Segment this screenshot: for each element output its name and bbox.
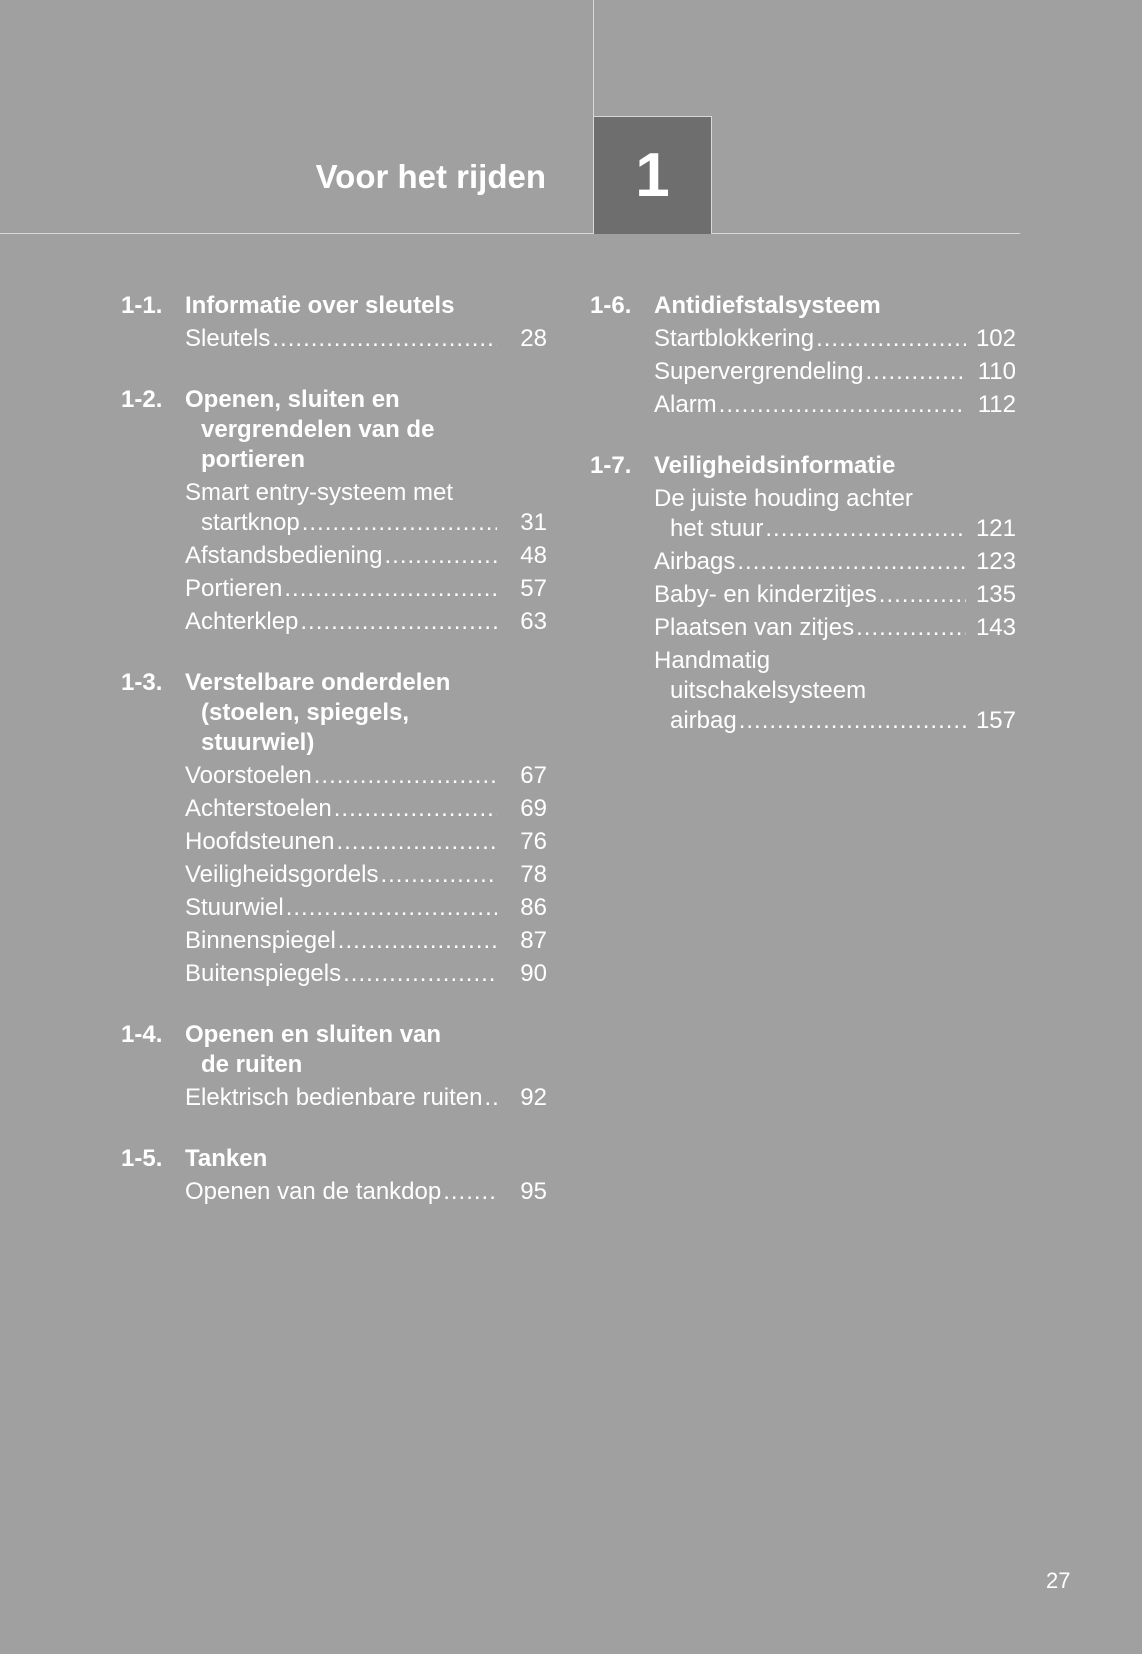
entry-label: startknop <box>201 509 300 536</box>
toc-entry[interactable] <box>185 893 547 923</box>
toc-entry[interactable] <box>185 959 547 989</box>
entry-row <box>185 860 547 890</box>
section-title-line: Antidiefstalsysteem <box>654 292 881 319</box>
entry-page-number: 112 <box>977 391 1016 418</box>
entry-page-number: 110 <box>977 358 1016 385</box>
entry-row <box>654 706 1016 736</box>
entry-page-number: 95 <box>520 1178 547 1205</box>
entry-row <box>654 324 1016 354</box>
toc-column-left <box>121 291 547 1238</box>
entry-page-number: 57 <box>520 575 547 602</box>
entry-row <box>185 959 547 989</box>
toc-section <box>121 1020 547 1113</box>
entry-page-number: 92 <box>520 1084 547 1111</box>
entry-label: Supervergrendeling <box>654 358 864 385</box>
toc-section <box>590 291 1016 420</box>
entry-page-number: 48 <box>520 542 547 569</box>
toc-entry[interactable] <box>654 646 1016 736</box>
toc-entry[interactable] <box>185 761 547 791</box>
entry-label: Buitenspiegels <box>185 960 342 987</box>
entry-row <box>654 514 1016 544</box>
chapter-number-tab <box>593 116 712 234</box>
entry-row <box>185 1177 547 1207</box>
entry-row <box>185 508 547 538</box>
toc-entry[interactable] <box>185 574 547 604</box>
section-heading <box>590 451 1016 481</box>
toc-entry[interactable] <box>185 1177 547 1207</box>
toc-entry[interactable] <box>185 478 547 538</box>
dot-leader <box>737 547 966 577</box>
entry-row <box>654 357 1016 387</box>
toc-entry[interactable] <box>185 607 547 637</box>
section-title-line: Openen en sluiten van <box>185 1021 442 1048</box>
section-title-line: Verstelbare onderdelen <box>185 669 451 696</box>
entry-label: Stuurwiel <box>185 894 284 921</box>
entry-row <box>185 541 547 571</box>
toc-entry[interactable] <box>654 547 1016 577</box>
entry-page-number: 63 <box>520 608 547 635</box>
dot-leader <box>300 607 497 637</box>
entry-label-line: De juiste houding achter <box>654 485 913 512</box>
entry-page-number: 86 <box>520 894 547 921</box>
entry-page-number: 121 <box>975 515 1016 542</box>
entry-page-number: 69 <box>520 795 547 822</box>
entry-page-number: 135 <box>975 581 1016 608</box>
toc-entry[interactable] <box>654 613 1016 643</box>
dot-leader <box>336 827 497 857</box>
entry-page-number: 123 <box>975 548 1016 575</box>
top-vertical-rule <box>593 0 594 116</box>
section-title-line: de ruiten <box>201 1051 303 1078</box>
toc-section <box>121 385 547 637</box>
dot-leader <box>338 926 497 956</box>
entry-page-number: 67 <box>520 762 547 789</box>
entry-label: Plaatsen van zitjes <box>654 614 855 641</box>
entry-page-number: 28 <box>520 325 547 352</box>
entry-label: Achterstoelen <box>185 795 332 822</box>
toc-entry[interactable] <box>654 357 1016 387</box>
entry-row <box>654 613 1016 643</box>
section-title-line: stuurwiel) <box>201 729 315 756</box>
section-title <box>185 1020 547 1080</box>
entry-label: Veiligheidsgordels <box>185 861 379 888</box>
toc-entry[interactable] <box>185 794 547 824</box>
toc-section <box>121 1144 547 1207</box>
section-title <box>654 451 1016 481</box>
toc-entry[interactable] <box>185 324 547 354</box>
entry-row <box>185 926 547 956</box>
dot-leader <box>816 324 966 354</box>
entry-label: Baby- en kinderzitjes <box>654 581 877 608</box>
section-title-line: Tanken <box>185 1145 268 1172</box>
section-title <box>185 1144 547 1174</box>
entry-label: Achterklep <box>185 608 299 635</box>
toc-entry[interactable] <box>654 580 1016 610</box>
entry-label: Alarm <box>654 391 717 418</box>
toc-section <box>121 291 547 354</box>
section-number: 1-6. <box>590 292 632 319</box>
dot-leader <box>380 860 497 890</box>
toc-entry[interactable] <box>185 860 547 890</box>
section-title-line: Informatie over sleutels <box>185 292 455 319</box>
toc-section <box>590 451 1016 736</box>
entry-row <box>185 574 547 604</box>
dot-leader <box>314 761 497 791</box>
dot-leader <box>719 390 966 420</box>
toc-entry[interactable] <box>185 541 547 571</box>
entry-label: Startblokkering <box>654 325 815 352</box>
entry-page-number: 102 <box>975 325 1016 352</box>
section-number: 1-7. <box>590 452 632 479</box>
dot-leader <box>879 580 966 610</box>
section-title-line: vergrendelen van de <box>201 416 435 443</box>
section-heading <box>121 291 547 321</box>
section-number: 1-4. <box>121 1021 163 1048</box>
toc-entry[interactable] <box>185 827 547 857</box>
entry-label: Hoofdsteunen <box>185 828 335 855</box>
entry-row <box>185 1083 547 1113</box>
chapter-title: Voor het rijden <box>315 158 546 195</box>
toc-entry[interactable] <box>185 926 547 956</box>
entry-row <box>185 607 547 637</box>
entry-label: Airbags <box>654 548 736 575</box>
section-title <box>185 291 547 321</box>
entry-label-line: Smart entry-systeem met <box>185 479 454 506</box>
entry-page-number: 90 <box>520 960 547 987</box>
section-heading <box>121 1144 547 1174</box>
entry-label: airbag <box>670 707 737 734</box>
section-title <box>654 291 1016 321</box>
dot-leader <box>343 959 497 989</box>
section-number: 1-3. <box>121 669 163 696</box>
section-title <box>185 668 547 758</box>
section-title-line: portieren <box>201 446 306 473</box>
entry-row <box>654 547 1016 577</box>
header-rule <box>0 233 1020 234</box>
dot-leader <box>739 706 966 736</box>
entry-row <box>185 893 547 923</box>
dot-leader <box>284 574 497 604</box>
toc-entry[interactable] <box>185 1083 547 1113</box>
dot-leader <box>765 514 966 544</box>
section-title <box>185 385 547 475</box>
section-number: 1-5. <box>121 1145 163 1172</box>
entry-row <box>185 794 547 824</box>
entry-row <box>654 390 1016 420</box>
dot-leader <box>856 613 966 643</box>
section-heading <box>121 1020 547 1080</box>
entry-label: Afstandsbediening <box>185 542 383 569</box>
toc-section <box>121 668 547 989</box>
toc-entry[interactable] <box>654 390 1016 420</box>
entry-row <box>185 324 547 354</box>
dot-leader <box>865 357 966 387</box>
entry-label: Portieren <box>185 575 283 602</box>
entry-page-number: 87 <box>520 927 547 954</box>
entry-page-number: 157 <box>975 707 1016 734</box>
entry-label: Voorstoelen <box>185 762 312 789</box>
dot-leader <box>272 324 497 354</box>
entry-label-line: Handmatig <box>654 647 771 674</box>
entry-page-number: 143 <box>975 614 1016 641</box>
toc-column-right <box>590 291 1016 767</box>
entry-row <box>185 761 547 791</box>
dot-leader <box>384 541 497 571</box>
entry-label: Openen van de tankdop <box>185 1178 442 1205</box>
entry-row <box>185 827 547 857</box>
entry-label: Elektrisch bedienbare ruiten <box>185 1084 483 1111</box>
toc-entry[interactable] <box>654 484 1016 544</box>
entry-page-number: 31 <box>520 509 547 536</box>
page-number: 27 <box>1046 1568 1071 1593</box>
section-title-line: Openen, sluiten en <box>185 386 400 413</box>
entry-page-number: 78 <box>520 861 547 888</box>
chapter-number: 1 <box>635 141 670 210</box>
dot-leader <box>302 508 497 538</box>
entry-label: Binnenspiegel <box>185 927 336 954</box>
entry-label: het stuur <box>670 515 764 542</box>
section-number: 1-1. <box>121 292 163 319</box>
section-number: 1-2. <box>121 386 163 413</box>
dot-leader <box>443 1177 497 1207</box>
dot-leader <box>485 1083 497 1113</box>
entry-page-number: 76 <box>520 828 547 855</box>
entry-row <box>654 580 1016 610</box>
toc-entry[interactable] <box>654 324 1016 354</box>
section-title-line: (stoelen, spiegels, <box>201 699 410 726</box>
section-title-line: Veiligheidsinformatie <box>654 452 896 479</box>
entry-label: Sleutels <box>185 325 271 352</box>
entry-label-line: uitschakelsysteem <box>670 677 867 704</box>
section-heading <box>121 385 547 475</box>
dot-leader <box>286 893 497 923</box>
section-heading <box>121 668 547 758</box>
dot-leader <box>334 794 497 824</box>
section-heading <box>590 291 1016 321</box>
